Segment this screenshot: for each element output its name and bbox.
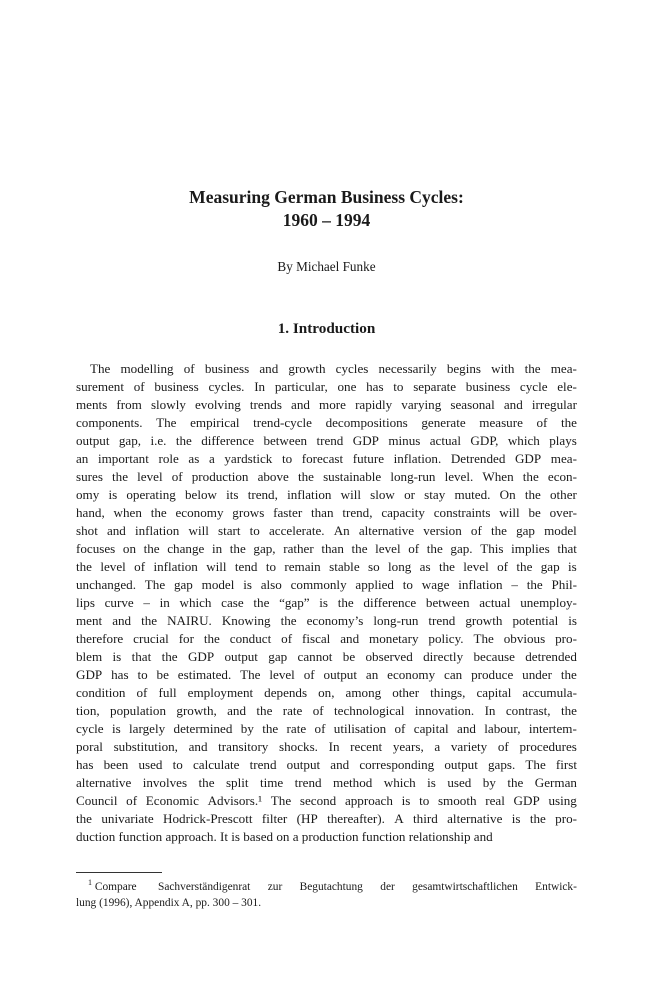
body-text-line: components. The empirical trend-cycle decompositions generate measure of the — [76, 415, 577, 430]
title-line-2: 1960 – 1994 — [282, 210, 371, 230]
body-paragraph — [76, 360, 577, 846]
body-text-line: lips curve – in which case the “gap” is the difference between actual unemploy- — [76, 595, 577, 610]
footnote-line: lung (1996), Appendix A, pp. 300 – 301. — [76, 897, 262, 909]
body-text-line: an important role as a yardstick to forecast future inflation. Detrended GDP mea- — [76, 451, 577, 466]
body-text-line: unchanged. The gap model is also commonly applied to wage inflation – the Phil- — [76, 577, 577, 592]
body-text-line: has been used to calculate trend output and corresponding output gaps. The first — [76, 757, 577, 772]
body-text-line: omy is operating below its trend, inflation will slow or stay muted. On the other — [76, 487, 577, 502]
author-byline: By Michael Funke — [277, 259, 376, 274]
body-text-line: hand, when the economy grows faster than trend, capacity constraints will be over- — [76, 505, 577, 520]
body-text-line: tion, population growth, and the rate of technological innovation. In contrast, the — [76, 703, 577, 718]
body-text-line: blem is that the GDP output gap cannot be observed directly because detrended — [76, 649, 577, 664]
section-heading: 1. Introduction — [277, 320, 376, 337]
body-text-line: ments from slowly evolving trends and more rapidly varying seasonal and irregular — [76, 397, 577, 412]
body-text-line: the level of inflation will tend to remain stable so long as the level of the gap is — [76, 559, 577, 574]
body-text-line: The modelling of business and growth cycles necessarily begins with the mea- — [90, 361, 577, 376]
body-text-line: therefore crucial for the conduct of fiscal and monetary policy. The obvious pro- — [76, 631, 577, 646]
body-text-line: alternative involves the split time trend method which is used by the German — [76, 775, 577, 790]
paper-title — [76, 186, 577, 232]
footnote-marker: 1 — [88, 878, 92, 887]
body-text-line: duction function approach. It is based on a production function relationship and — [76, 829, 493, 844]
body-text-line: Council of Economic Advisors.¹ The second approach is to smooth real GDP using — [76, 793, 577, 808]
body-text-line: surement of business cycles. In particular, one has to separate business cycle ele- — [76, 379, 577, 394]
paper-page — [76, 0, 577, 986]
title-line-1: Measuring German Business Cycles: — [189, 187, 464, 207]
body-text-line: shot and inflation will start to accelerate. An alternative version of the gap model — [76, 523, 577, 538]
body-text-line: ment and the NAIRU. Knowing the economy’s long-run trend growth potential is — [76, 613, 577, 628]
footnote-line: $^1$ Compare Sachverständigenrat zur Begutachtung der gesamtwirtschaftlichen Entwick- — [88, 878, 577, 893]
body-text-line: cycle is largely determined by the rate of utilisation of capital and labour, intertem- — [76, 721, 577, 736]
body-text-line: condition of full employment depends on, among other things, capital accumula- — [76, 685, 577, 700]
body-text-line: GDP has to be estimated. The level of output an economy can produce under the — [76, 667, 577, 682]
body-text-line: focuses on the change in the gap, rather than the level of the gap. This implies that — [76, 541, 577, 556]
body-text-line: sures the level of production above the sustainable long-run level. When the econ- — [76, 469, 577, 484]
body-text-line: poral substitution, and transitory shocks. In recent years, a variety of procedures — [76, 739, 577, 754]
footnote-divider — [76, 872, 162, 873]
body-text-line: the univariate Hodrick-Prescott filter (HP thereafter). A third alternative is the pro- — [76, 811, 577, 826]
body-text-line: output gap, i.e. the difference between trend GDP minus actual GDP, which plays — [76, 433, 577, 448]
footnote — [76, 879, 577, 911]
